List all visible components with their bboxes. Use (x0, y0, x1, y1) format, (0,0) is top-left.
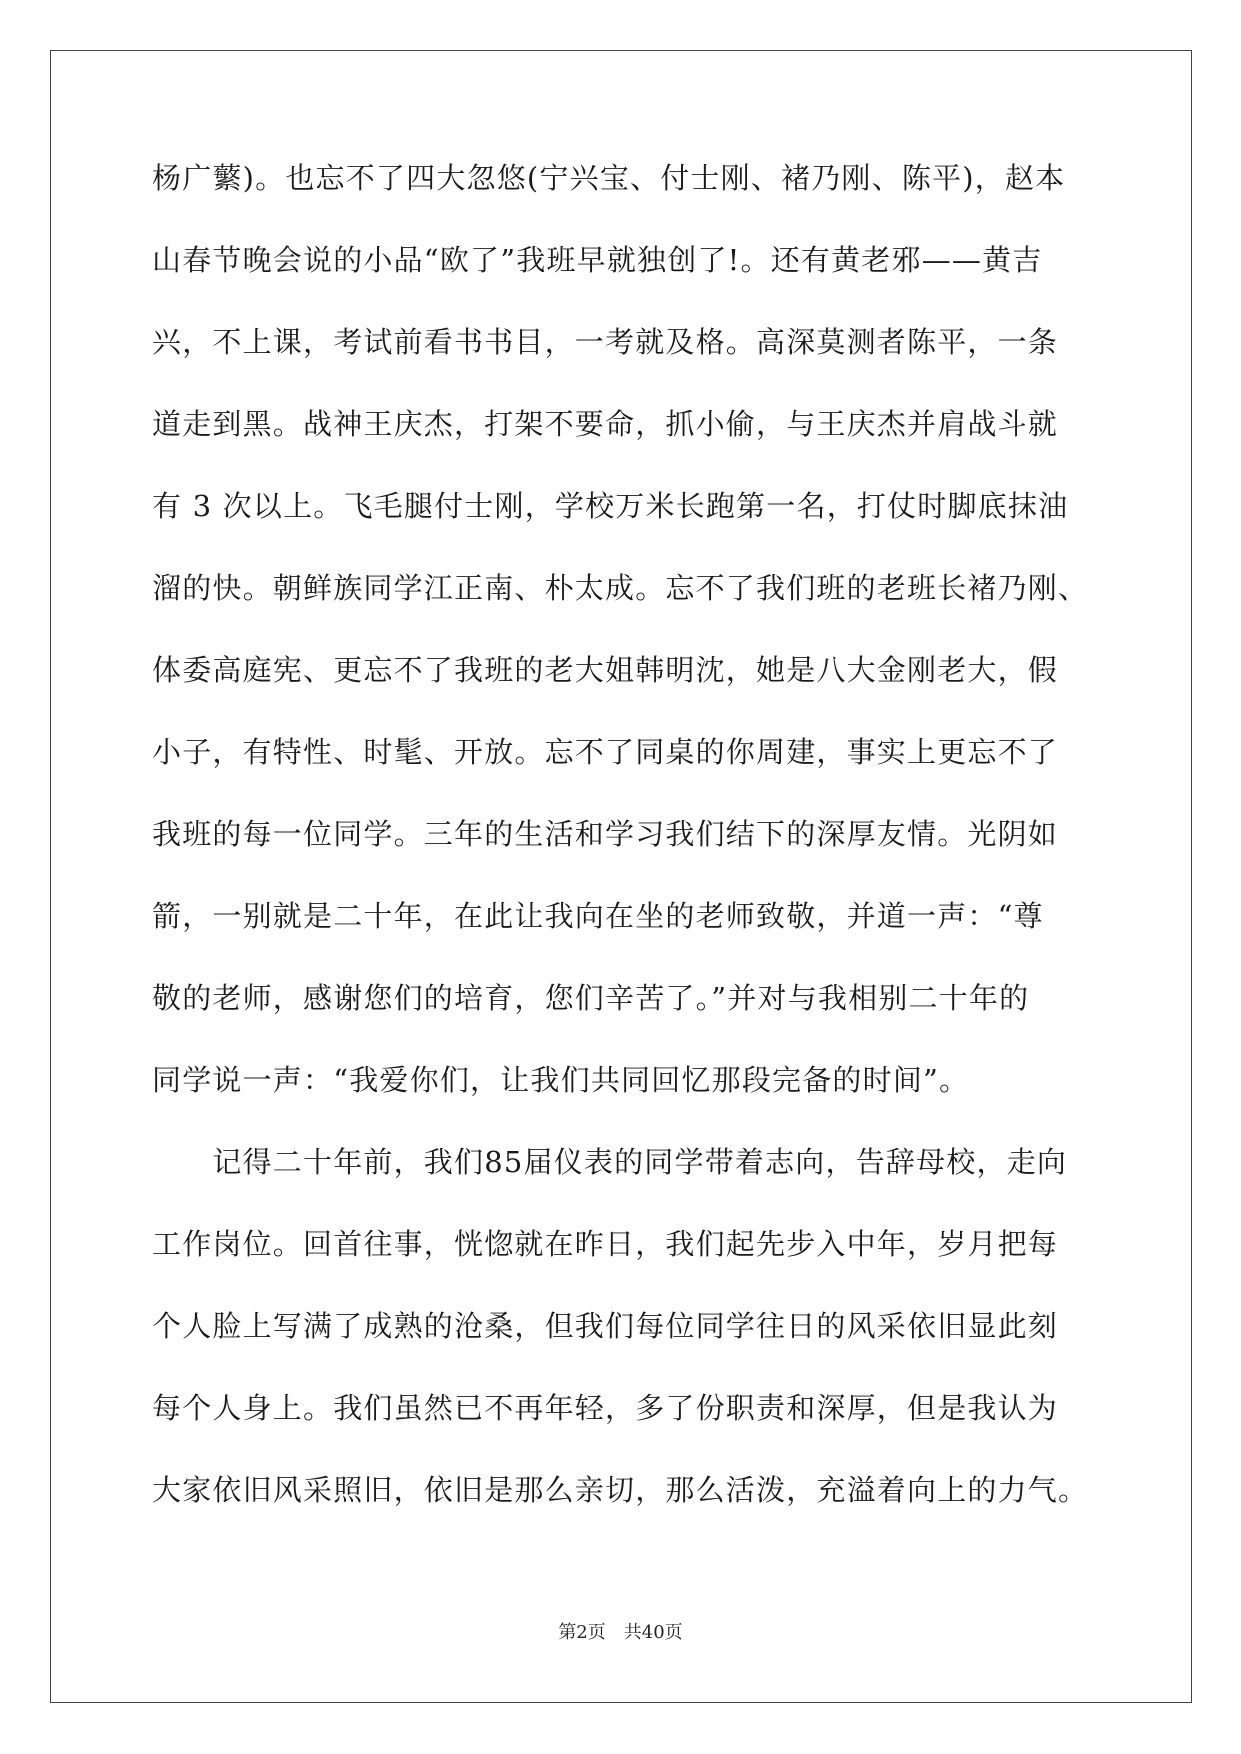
page-number: 第2页 共40页 (558, 1622, 683, 1643)
text-line: 溜的快。朝鲜族同学江正南、朴太成。忘不了我们班的老班长褚乃刚、 (152, 571, 1089, 605)
text-line: 个人脸上写满了成熟的沧桑，但我们每位同学往日的风采依旧显此刻 (152, 1309, 1059, 1343)
text-line: 体委高庭宪、更忘不了我班的老大姐韩明沈，她是八大金刚老大，假 (152, 653, 1059, 687)
text-line: 记得二十年前，我们85届仪表的同学带着志向，告辞母校，走向 (152, 1145, 1068, 1179)
text-line: 敬的老师，感谢您们的培育，您们辛苦了。”并对与我相别二十年的 (152, 981, 1030, 1015)
text-line: 工作岗位。回首往事，恍惚就在昨日，我们起先步入中年，岁月把每 (152, 1227, 1059, 1261)
text-line: 兴，不上课，考试前看书书目，一考就及格。高深莫测者陈平，一条 (152, 325, 1059, 359)
text-line: 有 3 次以上。飞毛腿付士刚，学校万米长跑第一名，打仗时脚底抹油 (152, 489, 1069, 523)
text-line: 箭，一别就是二十年，在此让我向在坐的老师致敬，并道一声：“尊 (152, 899, 1044, 933)
text-line: 我班的每一位同学。三年的生活和学习我们结下的深厚友情。光阴如 (152, 817, 1059, 851)
text-line: 杨广蘩)。也忘不了四大忽悠(宁兴宝、付士刚、褚乃刚、陈平)，赵本 (152, 161, 1066, 195)
text-line: 道走到黑。战神王庆杰，打架不要命，抓小偷，与王庆杰并肩战斗就 (152, 407, 1059, 441)
document-body (152, 158, 1092, 1552)
text-line: 同学说一声：“我爱你们，让我们共同回忆那段完备的时间”。 (152, 1063, 970, 1097)
text-line: 大家依旧风采照旧，依旧是那么亲切，那么活泼，充溢着向上的力气。 (152, 1473, 1089, 1507)
text-line: 每个人身上。我们虽然已不再年轻，多了份职责和深厚，但是我认为 (152, 1391, 1059, 1425)
text-line: 山春节晚会说的小品“欧了”我班早就独创了!。还有黄老邪——黄吉 (152, 243, 1043, 277)
text-line: 小子，有特性、时髦、开放。忘不了同桌的你周建，事实上更忘不了 (152, 735, 1059, 769)
